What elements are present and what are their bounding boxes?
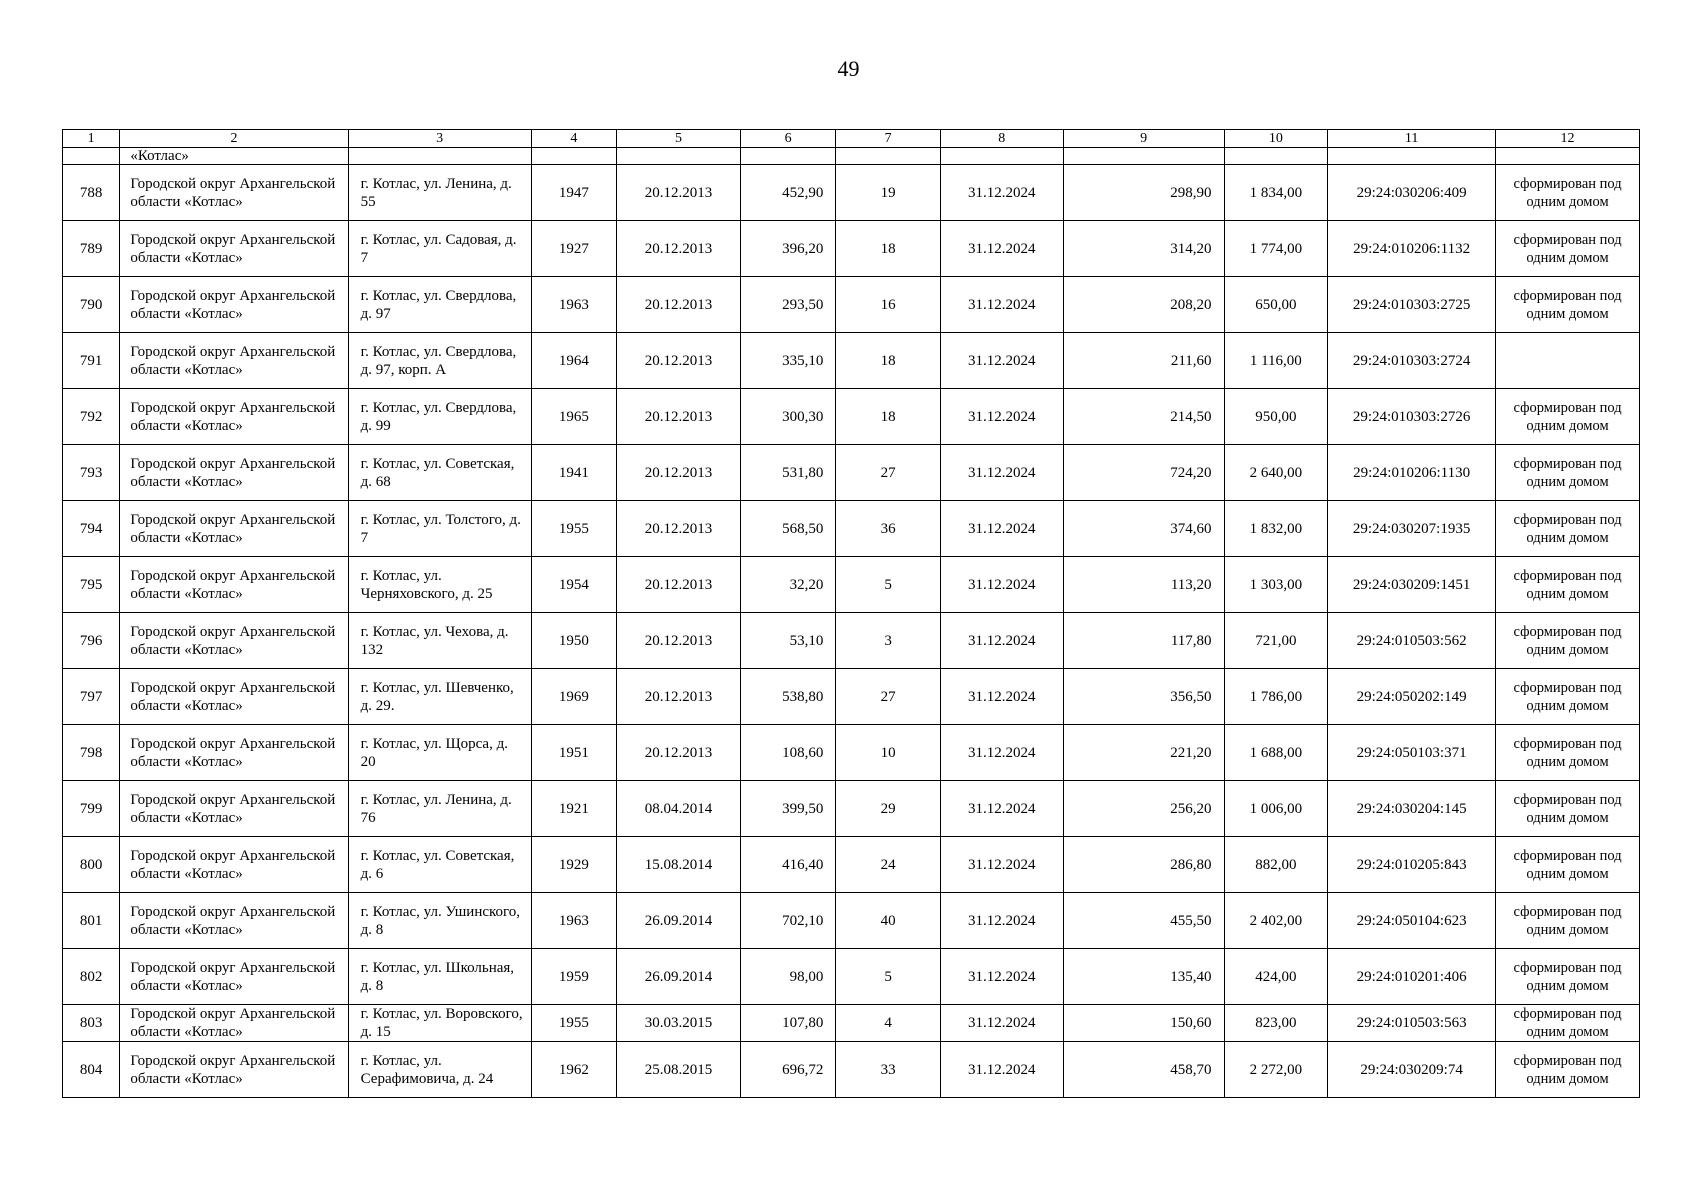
cell-num: 798 xyxy=(63,725,120,781)
cell-land-area: 1 303,00 xyxy=(1224,557,1328,613)
cell-date: 08.04.2014 xyxy=(617,781,741,837)
cell-note: сформирован под одним домом xyxy=(1496,445,1640,501)
cell-owner: Городской округ Архангельской области «Котлас» xyxy=(120,725,348,781)
cell-address: г. Котлас, ул. Садовая, д. 7 xyxy=(348,221,531,277)
cell-address: г. Котлас, ул. Толстого, д. 7 xyxy=(348,501,531,557)
cell-date: 20.12.2013 xyxy=(617,389,741,445)
table-row xyxy=(63,221,1640,277)
cell-date: 20.12.2013 xyxy=(617,221,741,277)
cell-year: 1959 xyxy=(531,949,616,1005)
cell-owner: Городской округ Архангельской области «Котлас» xyxy=(120,1042,348,1098)
cell-residents: 10 xyxy=(836,725,941,781)
cell-area: 696,72 xyxy=(740,1042,836,1098)
cell-living-area: 356,50 xyxy=(1063,669,1224,725)
cell-land-area: 1 688,00 xyxy=(1224,725,1328,781)
cell-residents: 18 xyxy=(836,389,941,445)
cell-residents xyxy=(836,148,941,165)
cell-address: г. Котлас, ул. Свердлова, д. 97, корп. А xyxy=(348,333,531,389)
cell-cadastral: 29:24:030207:1935 xyxy=(1328,501,1496,557)
cell-address: г. Котлас, ул. Советская, д. 68 xyxy=(348,445,531,501)
cell-living-area: 150,60 xyxy=(1063,1005,1224,1042)
cell-num: 795 xyxy=(63,557,120,613)
cell-date: 20.12.2013 xyxy=(617,165,741,221)
cell-owner: Городской округ Архангельской области «Котлас» xyxy=(120,165,348,221)
cell-area: 98,00 xyxy=(740,949,836,1005)
cell-deadline: 31.12.2024 xyxy=(940,1005,1063,1042)
cell-residents: 40 xyxy=(836,893,941,949)
cell-area: 53,10 xyxy=(740,613,836,669)
cell-area: 108,60 xyxy=(740,725,836,781)
cell-deadline: 31.12.2024 xyxy=(940,333,1063,389)
cell-deadline: 31.12.2024 xyxy=(940,893,1063,949)
cell-date: 26.09.2014 xyxy=(617,949,741,1005)
cell-residents: 36 xyxy=(836,501,941,557)
cell-deadline: 31.12.2024 xyxy=(940,837,1063,893)
cell-owner: Городской округ Архангельской области «Котлас» xyxy=(120,445,348,501)
cell-living-area: 208,20 xyxy=(1063,277,1224,333)
cell-year xyxy=(531,148,616,165)
cell-address: г. Котлас, ул. Ушинского, д. 8 xyxy=(348,893,531,949)
cell-num: 794 xyxy=(63,501,120,557)
cell-land-area: 2 402,00 xyxy=(1224,893,1328,949)
cell-cadastral: 29:24:030209:1451 xyxy=(1328,557,1496,613)
cell-living-area xyxy=(1063,148,1224,165)
cell-num: 797 xyxy=(63,669,120,725)
table-row xyxy=(63,781,1640,837)
cell-living-area: 117,80 xyxy=(1063,613,1224,669)
cell-year: 1962 xyxy=(531,1042,616,1098)
column-header-5: 5 xyxy=(617,130,741,148)
cell-date: 20.12.2013 xyxy=(617,669,741,725)
cell-owner: Городской округ Архангельской области «Котлас» xyxy=(120,949,348,1005)
cell-num: 801 xyxy=(63,893,120,949)
cell-date: 26.09.2014 xyxy=(617,893,741,949)
table-row xyxy=(63,949,1640,1005)
table-row xyxy=(63,1005,1640,1042)
cell-address: г. Котлас, ул. Свердлова, д. 97 xyxy=(348,277,531,333)
cell-residents: 3 xyxy=(836,613,941,669)
cell-owner: Городской округ Архангельской области «Котлас» xyxy=(120,389,348,445)
cell-address: г. Котлас, ул. Воровского, д. 15 xyxy=(348,1005,531,1042)
cell-living-area: 458,70 xyxy=(1063,1042,1224,1098)
cell-land-area: 2 272,00 xyxy=(1224,1042,1328,1098)
cell-address: г. Котлас, ул. Ленина, д. 76 xyxy=(348,781,531,837)
table-row xyxy=(63,445,1640,501)
cell-residents: 16 xyxy=(836,277,941,333)
cell-note: сформирован под одним домом xyxy=(1496,781,1640,837)
cell-residents: 24 xyxy=(836,837,941,893)
cell-year: 1951 xyxy=(531,725,616,781)
cell-owner: «Котлас» xyxy=(120,148,348,165)
cell-cadastral: 29:24:030204:145 xyxy=(1328,781,1496,837)
cell-living-area: 221,20 xyxy=(1063,725,1224,781)
cell-num: 788 xyxy=(63,165,120,221)
cell-note: сформирован под одним домом xyxy=(1496,837,1640,893)
table-row xyxy=(63,557,1640,613)
column-header-7: 7 xyxy=(836,130,941,148)
cell-area: 531,80 xyxy=(740,445,836,501)
cell-living-area: 113,20 xyxy=(1063,557,1224,613)
cell-year: 1947 xyxy=(531,165,616,221)
cell-living-area: 214,50 xyxy=(1063,389,1224,445)
cell-num: 800 xyxy=(63,837,120,893)
continuation-row xyxy=(63,148,1640,165)
cell-num: 804 xyxy=(63,1042,120,1098)
cell-area: 416,40 xyxy=(740,837,836,893)
cell-area: 568,50 xyxy=(740,501,836,557)
cell-area: 335,10 xyxy=(740,333,836,389)
table-row xyxy=(63,389,1640,445)
cell-area: 300,30 xyxy=(740,389,836,445)
cell-owner: Городской округ Архангельской области «Котлас» xyxy=(120,781,348,837)
cell-owner: Городской округ Архангельской области «Котлас» xyxy=(120,333,348,389)
cell-living-area: 314,20 xyxy=(1063,221,1224,277)
cell-living-area: 298,90 xyxy=(1063,165,1224,221)
cell-area xyxy=(740,148,836,165)
cell-address xyxy=(348,148,531,165)
cell-year: 1955 xyxy=(531,1005,616,1042)
cell-residents: 27 xyxy=(836,445,941,501)
cell-residents: 27 xyxy=(836,669,941,725)
cell-year: 1954 xyxy=(531,557,616,613)
cell-cadastral: 29:24:010303:2726 xyxy=(1328,389,1496,445)
cell-residents: 5 xyxy=(836,949,941,1005)
cell-cadastral: 29:24:010206:1132 xyxy=(1328,221,1496,277)
cell-land-area: 650,00 xyxy=(1224,277,1328,333)
cell-deadline: 31.12.2024 xyxy=(940,445,1063,501)
cell-year: 1927 xyxy=(531,221,616,277)
cell-land-area xyxy=(1224,148,1328,165)
cell-area: 399,50 xyxy=(740,781,836,837)
cell-date: 20.12.2013 xyxy=(617,501,741,557)
cell-num: 802 xyxy=(63,949,120,1005)
column-header-8: 8 xyxy=(940,130,1063,148)
table-row xyxy=(63,837,1640,893)
cell-date: 20.12.2013 xyxy=(617,445,741,501)
cell-area: 538,80 xyxy=(740,669,836,725)
cell-living-area: 256,20 xyxy=(1063,781,1224,837)
cell-cadastral xyxy=(1328,148,1496,165)
cell-area: 396,20 xyxy=(740,221,836,277)
cell-note: сформирован под одним домом xyxy=(1496,949,1640,1005)
cell-cadastral: 29:24:010201:406 xyxy=(1328,949,1496,1005)
cell-year: 1969 xyxy=(531,669,616,725)
table-row xyxy=(63,501,1640,557)
cell-num: 793 xyxy=(63,445,120,501)
table-row xyxy=(63,725,1640,781)
cell-deadline: 31.12.2024 xyxy=(940,613,1063,669)
cell-date: 25.08.2015 xyxy=(617,1042,741,1098)
cell-cadastral: 29:24:050103:371 xyxy=(1328,725,1496,781)
cell-deadline xyxy=(940,148,1063,165)
cell-deadline: 31.12.2024 xyxy=(940,1042,1063,1098)
cell-num: 791 xyxy=(63,333,120,389)
cell-residents: 29 xyxy=(836,781,941,837)
cell-residents: 18 xyxy=(836,333,941,389)
column-header-1: 1 xyxy=(63,130,120,148)
cell-deadline: 31.12.2024 xyxy=(940,277,1063,333)
cell-cadastral: 29:24:030209:74 xyxy=(1328,1042,1496,1098)
cell-note xyxy=(1496,148,1640,165)
cell-cadastral: 29:24:050104:623 xyxy=(1328,893,1496,949)
cell-owner: Городской округ Архангельской области «Котлас» xyxy=(120,1005,348,1042)
cell-note: сформирован под одним домом xyxy=(1496,501,1640,557)
cell-address: г. Котлас, ул. Школьная, д. 8 xyxy=(348,949,531,1005)
cell-cadastral: 29:24:050202:149 xyxy=(1328,669,1496,725)
cell-cadastral: 29:24:010303:2724 xyxy=(1328,333,1496,389)
cell-deadline: 31.12.2024 xyxy=(940,389,1063,445)
column-header-4: 4 xyxy=(531,130,616,148)
column-header-9: 9 xyxy=(1063,130,1224,148)
cell-cadastral: 29:24:010503:562 xyxy=(1328,613,1496,669)
column-header-2: 2 xyxy=(120,130,348,148)
cell-note: сформирован под одним домом xyxy=(1496,613,1640,669)
column-header-12: 12 xyxy=(1496,130,1640,148)
cell-owner: Городской округ Архангельской области «Котлас» xyxy=(120,557,348,613)
cell-deadline: 31.12.2024 xyxy=(940,669,1063,725)
cell-land-area: 1 786,00 xyxy=(1224,669,1328,725)
cell-year: 1929 xyxy=(531,837,616,893)
cell-note xyxy=(1496,333,1640,389)
table-row xyxy=(63,669,1640,725)
cell-residents: 33 xyxy=(836,1042,941,1098)
cell-deadline: 31.12.2024 xyxy=(940,725,1063,781)
column-header-3: 3 xyxy=(348,130,531,148)
cell-date: 20.12.2013 xyxy=(617,333,741,389)
cell-owner: Городской округ Архангельской области «Котлас» xyxy=(120,669,348,725)
cell-residents: 19 xyxy=(836,165,941,221)
cell-note: сформирован под одним домом xyxy=(1496,221,1640,277)
cell-note: сформирован под одним домом xyxy=(1496,1005,1640,1042)
cell-residents: 18 xyxy=(836,221,941,277)
cell-year: 1955 xyxy=(531,501,616,557)
cell-year: 1964 xyxy=(531,333,616,389)
cell-num: 790 xyxy=(63,277,120,333)
cell-address: г. Котлас, ул. Чехова, д. 132 xyxy=(348,613,531,669)
cell-deadline: 31.12.2024 xyxy=(940,781,1063,837)
cell-year: 1963 xyxy=(531,277,616,333)
cell-living-area: 374,60 xyxy=(1063,501,1224,557)
column-header-11: 11 xyxy=(1328,130,1496,148)
cell-date: 20.12.2013 xyxy=(617,613,741,669)
cell-land-area: 2 640,00 xyxy=(1224,445,1328,501)
table-row xyxy=(63,613,1640,669)
cell-date: 15.08.2014 xyxy=(617,837,741,893)
table-row xyxy=(63,165,1640,221)
cell-num: 803 xyxy=(63,1005,120,1042)
cell-area: 293,50 xyxy=(740,277,836,333)
column-header-6: 6 xyxy=(740,130,836,148)
cell-year: 1965 xyxy=(531,389,616,445)
cell-owner: Городской округ Архангельской области «Котлас» xyxy=(120,277,348,333)
cell-note: сформирован под одним домом xyxy=(1496,277,1640,333)
cell-note: сформирован под одним домом xyxy=(1496,1042,1640,1098)
cell-deadline: 31.12.2024 xyxy=(940,949,1063,1005)
cell-owner: Городской округ Архангельской области «Котлас» xyxy=(120,221,348,277)
housing-table xyxy=(62,129,1640,1098)
cell-residents: 4 xyxy=(836,1005,941,1042)
cell-residents: 5 xyxy=(836,557,941,613)
column-header-10: 10 xyxy=(1224,130,1328,148)
cell-deadline: 31.12.2024 xyxy=(940,165,1063,221)
cell-address: г. Котлас, ул. Серафимовича, д. 24 xyxy=(348,1042,531,1098)
cell-note: сформирован под одним домом xyxy=(1496,389,1640,445)
cell-area: 702,10 xyxy=(740,893,836,949)
cell-cadastral: 29:24:010206:1130 xyxy=(1328,445,1496,501)
cell-owner: Городской округ Архангельской области «Котлас» xyxy=(120,837,348,893)
cell-deadline: 31.12.2024 xyxy=(940,221,1063,277)
cell-land-area: 1 006,00 xyxy=(1224,781,1328,837)
table-row xyxy=(63,893,1640,949)
cell-deadline: 31.12.2024 xyxy=(940,557,1063,613)
cell-year: 1921 xyxy=(531,781,616,837)
cell-address: г. Котлас, ул. Шевченко, д. 29. xyxy=(348,669,531,725)
cell-land-area: 1 116,00 xyxy=(1224,333,1328,389)
cell-note: сформирован под одним домом xyxy=(1496,669,1640,725)
cell-note: сформирован под одним домом xyxy=(1496,893,1640,949)
cell-date: 30.03.2015 xyxy=(617,1005,741,1042)
table-row xyxy=(63,277,1640,333)
header-row xyxy=(63,130,1640,148)
cell-num: 789 xyxy=(63,221,120,277)
cell-land-area: 1 834,00 xyxy=(1224,165,1328,221)
cell-cadastral: 29:24:010503:563 xyxy=(1328,1005,1496,1042)
cell-address: г. Котлас, ул. Свердлова, д. 99 xyxy=(348,389,531,445)
cell-address: г. Котлас, ул. Черняховского, д. 25 xyxy=(348,557,531,613)
cell-cadastral: 29:24:030206:409 xyxy=(1328,165,1496,221)
cell-land-area: 721,00 xyxy=(1224,613,1328,669)
cell-date: 20.12.2013 xyxy=(617,557,741,613)
cell-year: 1963 xyxy=(531,893,616,949)
cell-num: 796 xyxy=(63,613,120,669)
cell-num: 799 xyxy=(63,781,120,837)
cell-land-area: 1 832,00 xyxy=(1224,501,1328,557)
cell-num: 792 xyxy=(63,389,120,445)
cell-num xyxy=(63,148,120,165)
cell-area: 32,20 xyxy=(740,557,836,613)
cell-address: г. Котлас, ул. Щорса, д. 20 xyxy=(348,725,531,781)
table-body xyxy=(63,148,1640,1098)
cell-note: сформирован под одним домом xyxy=(1496,557,1640,613)
cell-land-area: 1 774,00 xyxy=(1224,221,1328,277)
cell-date: 20.12.2013 xyxy=(617,725,741,781)
cell-address: г. Котлас, ул. Ленина, д. 55 xyxy=(348,165,531,221)
cell-land-area: 823,00 xyxy=(1224,1005,1328,1042)
cell-owner: Городской округ Архангельской области «Котлас» xyxy=(120,613,348,669)
cell-year: 1941 xyxy=(531,445,616,501)
cell-date xyxy=(617,148,741,165)
cell-land-area: 950,00 xyxy=(1224,389,1328,445)
cell-living-area: 286,80 xyxy=(1063,837,1224,893)
page-number: 49 xyxy=(837,56,860,81)
cell-cadastral: 29:24:010303:2725 xyxy=(1328,277,1496,333)
cell-living-area: 724,20 xyxy=(1063,445,1224,501)
cell-cadastral: 29:24:010205:843 xyxy=(1328,837,1496,893)
cell-owner: Городской округ Архангельской области «Котлас» xyxy=(120,893,348,949)
cell-area: 107,80 xyxy=(740,1005,836,1042)
cell-living-area: 211,60 xyxy=(1063,333,1224,389)
cell-owner: Городской округ Архангельской области «Котлас» xyxy=(120,501,348,557)
cell-living-area: 455,50 xyxy=(1063,893,1224,949)
cell-land-area: 882,00 xyxy=(1224,837,1328,893)
cell-area: 452,90 xyxy=(740,165,836,221)
cell-year: 1950 xyxy=(531,613,616,669)
table-row xyxy=(63,333,1640,389)
cell-note: сформирован под одним домом xyxy=(1496,725,1640,781)
cell-living-area: 135,40 xyxy=(1063,949,1224,1005)
cell-note: сформирован под одним домом xyxy=(1496,165,1640,221)
cell-date: 20.12.2013 xyxy=(617,277,741,333)
cell-address: г. Котлас, ул. Советская, д. 6 xyxy=(348,837,531,893)
cell-land-area: 424,00 xyxy=(1224,949,1328,1005)
table-row xyxy=(63,1042,1640,1098)
cell-deadline: 31.12.2024 xyxy=(940,501,1063,557)
